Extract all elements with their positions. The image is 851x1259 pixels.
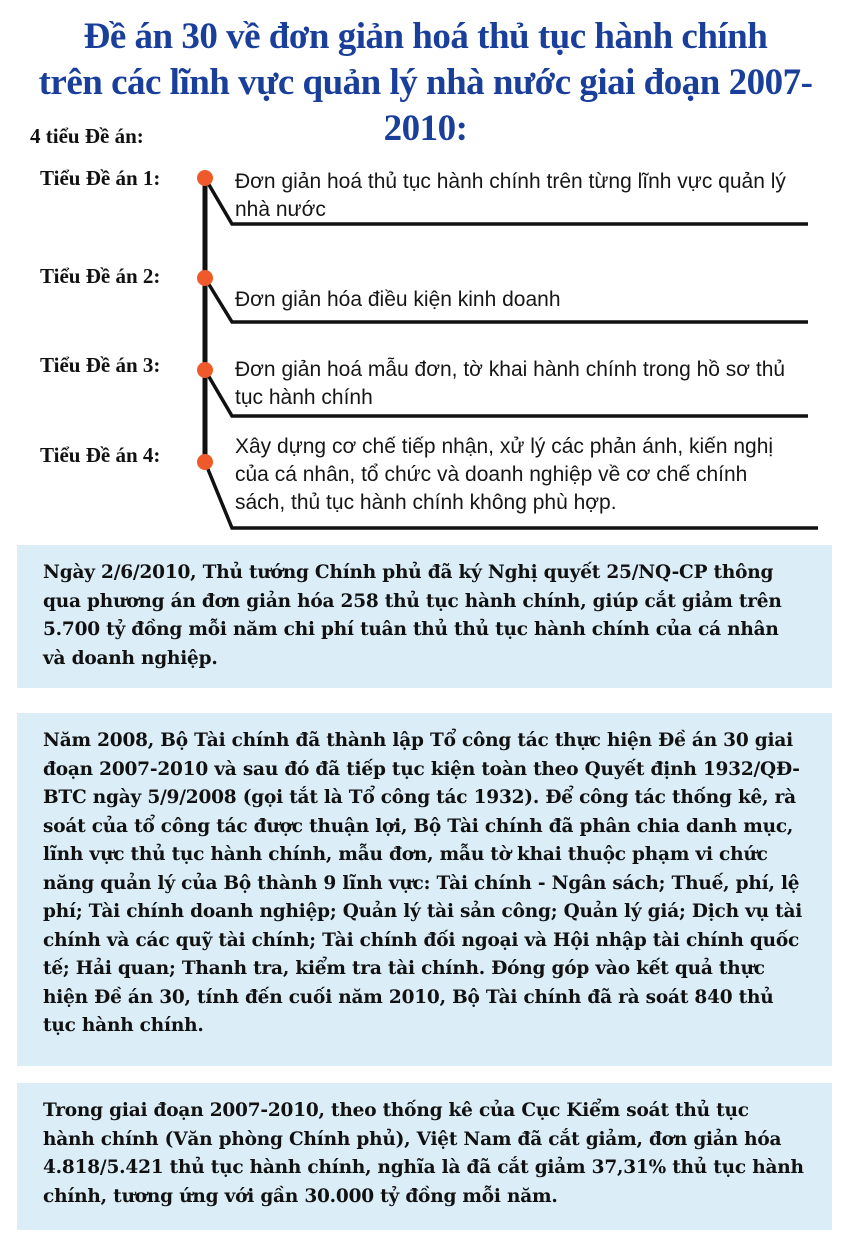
project-text-4: Xây dựng cơ chế tiếp nhận, xử lý các phản ánh, kiến nghị của cá nhân, tổ chức và doanh nghiệp về cơ chế chính sách, thủ tục hành chính không phù hợp. bbox=[235, 435, 774, 514]
project-text-1: Đơn giản hoá thủ tục hành chính trên từng lĩnh vực quản lý nhà nước bbox=[235, 170, 786, 221]
project-label-3: Tiểu Đề án 3: bbox=[40, 353, 161, 377]
project-label-4: Tiểu Đề án 4: bbox=[40, 443, 161, 467]
page-title-line-1: Đề án 30 về đơn giản hoá thủ tục hành chính bbox=[83, 16, 768, 57]
info-box-3-text: Trong giai đoạn 2007-2010, theo thống kê của Cục Kiểm soát thủ tục hành chính (Văn phòng Chính phủ), Việt Nam đã cắt giảm, đơn giản hóa 4.818/5.421 thủ tục hành chính, nghĩa là đã cắt giảm 37,31% thủ tục hành chính, tương ứng với gần 30.000 tỷ đồng mỗi năm. bbox=[43, 1100, 804, 1207]
bullet-dot-1 bbox=[197, 170, 213, 186]
project-label-2: Tiểu Đề án 2: bbox=[40, 264, 161, 288]
page-title-line-2: trên các lĩnh vực quản lý nhà nước giai đoạn 2007-2010: bbox=[38, 62, 813, 149]
info-box-1-text: Ngày 2/6/2010, Thủ tướng Chính phủ đã ký Nghị quyết 25/NQ-CP thông qua phương án đơn giản hóa 258 thủ tục hành chính, giúp cắt giảm trên 5.700 tỷ đồng mỗi năm chi phí tuân thủ thủ tục hành chính của cá nhân và doanh nghiệp. bbox=[43, 562, 782, 669]
info-box-3 bbox=[17, 1083, 832, 1230]
info-box-2 bbox=[17, 713, 832, 1066]
bullet-dot-2 bbox=[197, 270, 213, 286]
bullet-dot-3 bbox=[197, 362, 213, 378]
project-text-2: Đơn giản hóa điều kiện kinh doanh bbox=[235, 288, 561, 311]
info-box-2-text: Năm 2008, Bộ Tài chính đã thành lập Tổ công tác thực hiện Đề án 30 giai đoạn 2007-2010 và sau đó đã tiếp tục kiện toàn theo Quyết định 1932/QĐ-BTC ngày 5/9/2008 (gọi tắt là Tổ công tác 1932). Để công tác thống kê, rà soát của tổ công tác được thuận lợi, Bộ Tài chính đã phân chia danh mục, lĩnh vực thủ tục hành chính, mẫu đơn, mẫu tờ khai thuộc phạm vi chức năng quản lý của Bộ thành 9 lĩnh vực: Tài chính - Ngân sách; Thuế, phí, lệ phí; Tài chính doanh nghiệp; Quản lý tài sản công; Quản lý giá; Dịch vụ tài chính và các quỹ tài chính; Tài chính đối ngoại và Hội nhập tài chính quốc tế; Hải quan; Thanh tra, kiểm tra tài chính. Đóng góp vào kết quả thực hiện Đề án 30, tính đến cuối năm 2010, Bộ Tài chính đã rà soát 840 thủ tục hành chính. bbox=[43, 730, 803, 1036]
project-label-1: Tiểu Đề án 1: bbox=[40, 166, 161, 190]
bullet-dot-4 bbox=[197, 454, 213, 470]
info-box-1 bbox=[17, 545, 832, 688]
subtitle: 4 tiểu Đề án: bbox=[30, 124, 144, 148]
project-text-3: Đơn giản hoá mẫu đơn, tờ khai hành chính trong hồ sơ thủ tục hành chính bbox=[235, 358, 786, 409]
